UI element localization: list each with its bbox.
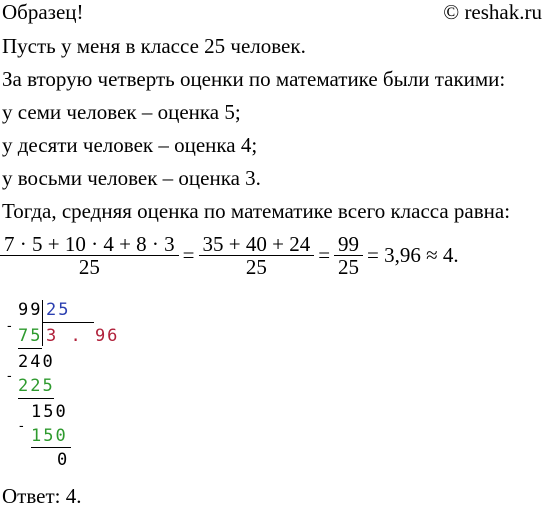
text-line-grade-3: у восьми человек – оценка 3. [2, 166, 261, 190]
equals-sign: = [182, 242, 195, 267]
sample-label: Образец! [2, 0, 84, 24]
minus-sign: - [7, 317, 12, 333]
division-line-2 [18, 398, 54, 399]
equals-sign: = [318, 242, 331, 267]
division-remainder-2: 150 [31, 402, 68, 422]
average-equation [2, 230, 465, 280]
minus-sign: - [19, 417, 24, 433]
division-subtrahend-1: 75 [18, 326, 43, 346]
watermark: © reshak.ru [443, 0, 542, 24]
fraction-denominator: 25 [0, 255, 179, 278]
division-subtrahend-3: 150 [31, 426, 68, 446]
text-line-class-size: Пусть у меня в классе 25 человек. [2, 34, 306, 58]
division-dividend: 99 [18, 300, 43, 320]
text-line-grade-5: у семи человек – оценка 5; [2, 100, 241, 124]
text-line-grades-intro: За вторую четверть оценки по математике были такими: [2, 67, 506, 91]
division-remainder-3: 0 [57, 450, 70, 470]
fraction-numerator: 99 [338, 231, 360, 256]
fraction-expression [2, 233, 177, 278]
division-remainder-1: 240 [18, 352, 55, 372]
division-divisor-line [42, 322, 94, 323]
fraction-sum [201, 233, 313, 278]
division-subtrahend-2: 225 [18, 376, 55, 396]
division-divisor: 25 [46, 300, 71, 320]
fraction-denominator: 25 [334, 255, 363, 278]
text-line-grade-4: у десяти человек – оценка 4; [2, 133, 258, 157]
fraction-numerator: 35 + 40 + 24 [202, 231, 311, 256]
division-line-1 [18, 348, 42, 349]
division-quotient: 3 . 96 [46, 326, 120, 346]
fraction-numerator: 7 · 5 + 10 · 4 + 8 · 3 [4, 231, 175, 256]
equation-result: = 3,96 ≈ 4. [367, 242, 459, 267]
fraction-denominator: 25 [199, 255, 315, 278]
minus-sign: - [7, 367, 12, 383]
division-line-3 [31, 447, 71, 448]
answer-line: Ответ: 4. [2, 484, 82, 508]
fraction-result [336, 233, 361, 278]
text-line-average-intro: Тогда, средняя оценка по математике всего класса равна: [2, 199, 511, 223]
